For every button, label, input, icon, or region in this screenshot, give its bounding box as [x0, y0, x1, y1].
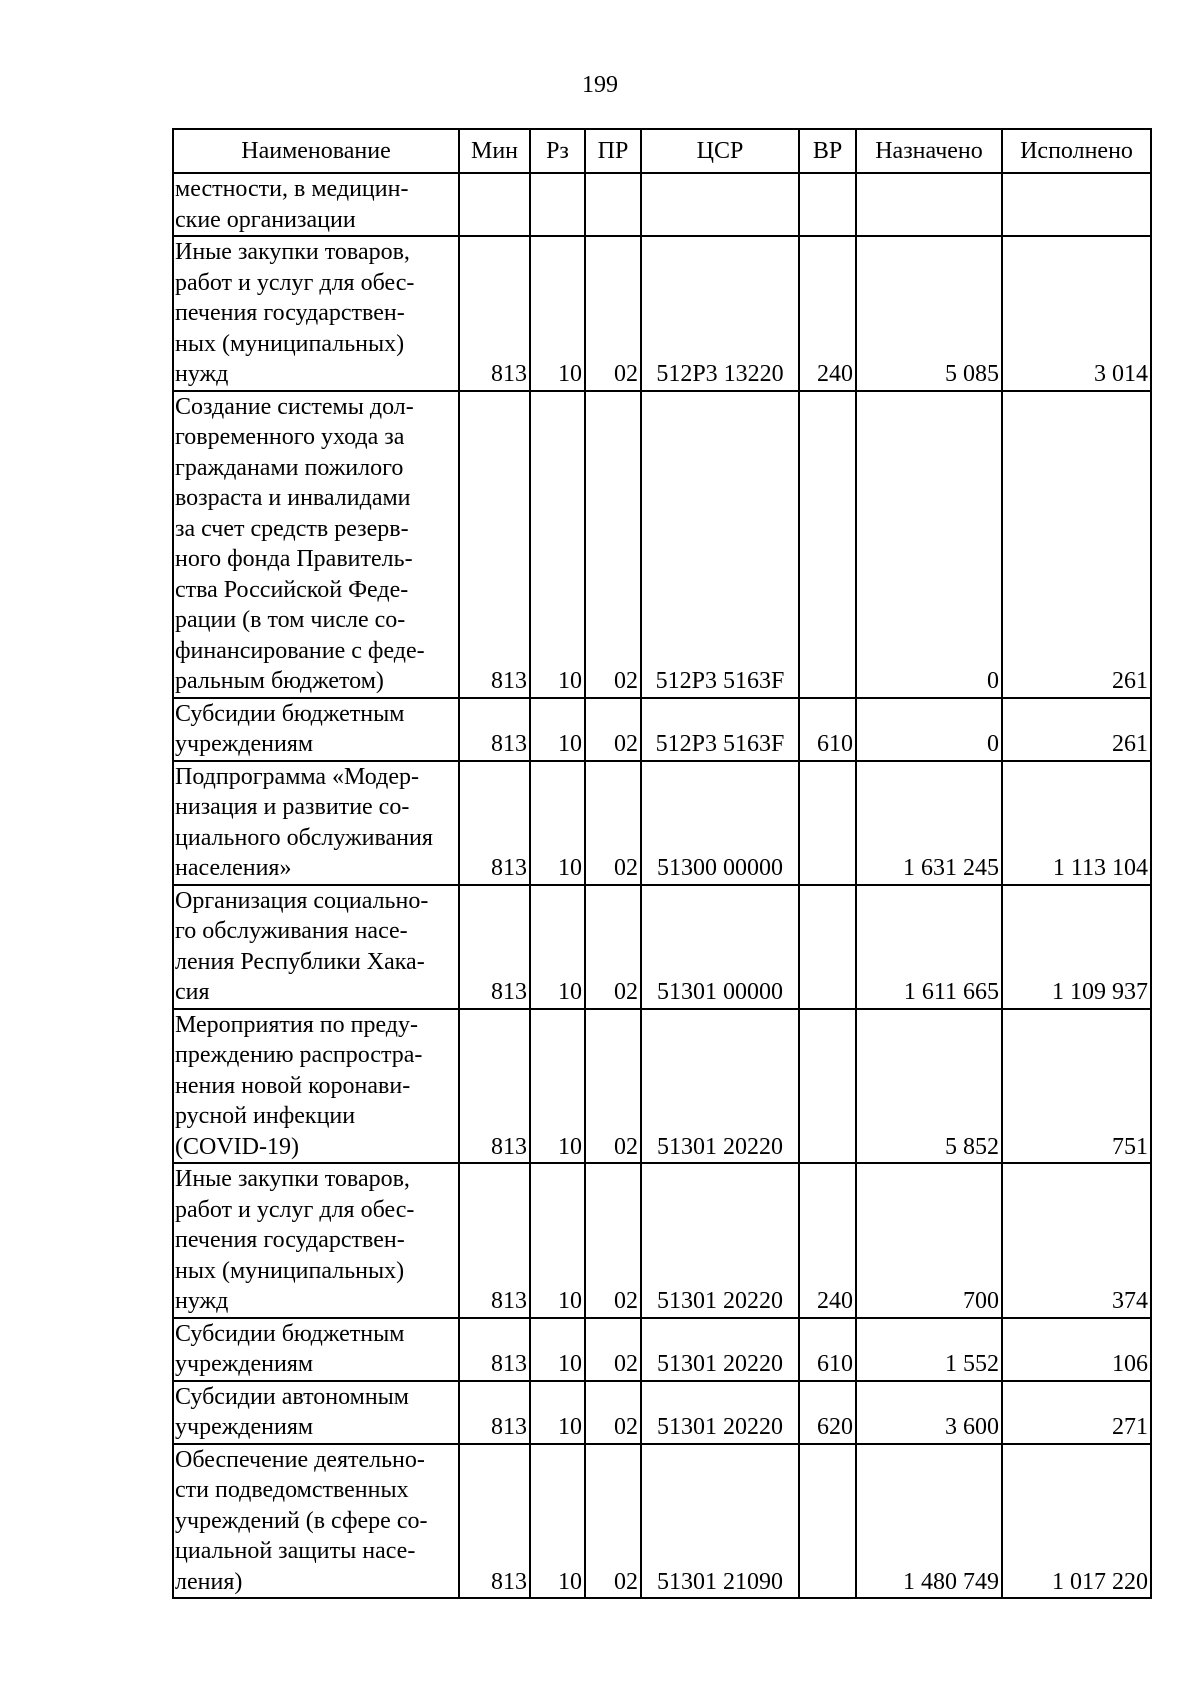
name-line: местности, в медицин- — [175, 176, 409, 202]
cell-rz: 10 — [530, 1381, 585, 1444]
cell-vr — [799, 885, 856, 1009]
cell-csr: 51301 20220 — [641, 1318, 799, 1381]
name-line: учреждений (в сфере со- — [175, 1507, 428, 1534]
name-line: Субсидии автономным — [175, 1383, 409, 1410]
page-number: 199 — [582, 72, 618, 98]
cell-pr: 02 — [585, 391, 641, 698]
cell-assigned: 5 085 — [856, 236, 1002, 391]
name-line: низация и развитие со- — [175, 794, 410, 820]
name-line: рации (в том числе со- — [175, 607, 406, 633]
cell-min: 813 — [459, 1163, 530, 1318]
name-line: Создание системы дол- — [175, 393, 414, 420]
cell-assigned: 1 611 665 — [856, 885, 1002, 1009]
name-line: нужд — [175, 361, 229, 387]
cell-min: 813 — [459, 1318, 530, 1381]
cell-name — [173, 1163, 459, 1318]
cell-executed: 3 014 — [1002, 236, 1151, 391]
cell-rz: 10 — [530, 1009, 585, 1164]
cell-vr — [799, 173, 856, 236]
cell-rz: 10 — [530, 1163, 585, 1318]
table-row — [173, 236, 1151, 391]
cell-rz: 10 — [530, 1444, 585, 1599]
cell-min: 813 — [459, 1381, 530, 1444]
cell-executed: 261 — [1002, 391, 1151, 698]
cell-csr: 51301 20220 — [641, 1009, 799, 1164]
name-line: ральным бюджетом) — [175, 668, 384, 694]
cell-assigned: 700 — [856, 1163, 1002, 1318]
name-line: (COVID-19) — [175, 1133, 299, 1160]
cell-assigned — [856, 173, 1002, 236]
table-row — [173, 391, 1151, 698]
cell-vr — [799, 761, 856, 885]
cell-csr: 512P3 13220 — [641, 236, 799, 391]
cell-assigned: 5 852 — [856, 1009, 1002, 1164]
name-line: нения новой коронави- — [175, 1072, 411, 1099]
cell-min: 813 — [459, 698, 530, 761]
name-line: Мероприятия по преду- — [175, 1011, 418, 1038]
cell-vr — [799, 1444, 856, 1599]
cell-rz — [530, 173, 585, 236]
cell-csr: 51301 00000 — [641, 885, 799, 1009]
header-min: Мин — [459, 129, 530, 173]
table-body — [173, 173, 1151, 1598]
table-row — [173, 1444, 1151, 1599]
cell-rz: 10 — [530, 761, 585, 885]
name-line: Организация социально- — [175, 887, 429, 914]
cell-assigned: 1 552 — [856, 1318, 1002, 1381]
name-line: сия — [175, 979, 210, 1005]
name-line: циального обслуживания — [175, 824, 433, 851]
name-line: работ и услуг для обес- — [175, 269, 415, 296]
cell-name — [173, 236, 459, 391]
table-row — [173, 1009, 1151, 1164]
table-row — [173, 761, 1151, 885]
cell-csr — [641, 173, 799, 236]
name-line: Субсидии бюджетным — [175, 1320, 405, 1347]
name-line: нужд — [175, 1288, 229, 1314]
table-row — [173, 1381, 1151, 1444]
cell-executed — [1002, 173, 1151, 236]
name-line: финансирование с феде- — [175, 637, 425, 664]
cell-min: 813 — [459, 236, 530, 391]
cell-min: 813 — [459, 391, 530, 698]
name-line: ские организации — [175, 206, 356, 233]
name-line: преждению распростра- — [175, 1042, 423, 1068]
table-row — [173, 885, 1151, 1009]
cell-csr: 51301 21090 — [641, 1444, 799, 1599]
cell-vr — [799, 1009, 856, 1164]
cell-csr: 512P3 5163F — [641, 698, 799, 761]
cell-pr: 02 — [585, 761, 641, 885]
cell-assigned: 3 600 — [856, 1381, 1002, 1444]
cell-name — [173, 698, 459, 761]
cell-pr: 02 — [585, 1444, 641, 1599]
name-line: за счет средств резерв- — [175, 515, 409, 542]
budget-table — [172, 128, 1152, 1599]
name-line: циальной защиты насе- — [175, 1538, 416, 1564]
cell-executed: 751 — [1002, 1009, 1151, 1164]
cell-min: 813 — [459, 885, 530, 1009]
table-row — [173, 1318, 1151, 1381]
cell-vr: 240 — [799, 236, 856, 391]
header-csr: ЦСР — [641, 129, 799, 173]
cell-pr: 02 — [585, 236, 641, 391]
name-line: Иные закупки товаров, — [175, 1166, 410, 1192]
name-line: учреждениям — [175, 731, 314, 757]
cell-min — [459, 173, 530, 236]
cell-rz: 10 — [530, 236, 585, 391]
cell-vr — [799, 391, 856, 698]
cell-pr: 02 — [585, 1009, 641, 1164]
cell-assigned: 0 — [856, 698, 1002, 761]
name-line: ления) — [175, 1568, 243, 1595]
cell-name — [173, 761, 459, 885]
cell-rz: 10 — [530, 698, 585, 761]
cell-name — [173, 885, 459, 1009]
cell-executed: 1 109 937 — [1002, 885, 1151, 1009]
cell-min: 813 — [459, 761, 530, 885]
cell-min: 813 — [459, 1009, 530, 1164]
header-vr: ВР — [799, 129, 856, 173]
cell-vr: 240 — [799, 1163, 856, 1318]
cell-executed: 374 — [1002, 1163, 1151, 1318]
name-line: гражданами пожилого — [175, 454, 404, 481]
name-line: Иные закупки товаров, — [175, 239, 410, 265]
name-line: работ и услуг для обес- — [175, 1196, 415, 1223]
header-name: Наименование — [173, 129, 459, 173]
cell-executed: 261 — [1002, 698, 1151, 761]
name-line: учреждениям — [175, 1414, 314, 1440]
cell-vr: 620 — [799, 1381, 856, 1444]
table-row — [173, 698, 1151, 761]
name-line: населения» — [175, 855, 292, 881]
cell-pr: 02 — [585, 1163, 641, 1318]
name-line: Подпрограмма «Модер- — [175, 763, 419, 790]
cell-pr: 02 — [585, 698, 641, 761]
cell-executed: 106 — [1002, 1318, 1151, 1381]
cell-rz: 10 — [530, 391, 585, 698]
name-line: ного фонда Правитель- — [175, 546, 413, 572]
name-line: го обслуживания насе- — [175, 918, 408, 944]
cell-rz: 10 — [530, 1318, 585, 1381]
table-row — [173, 173, 1151, 236]
name-line: ления Республики Хака- — [175, 948, 425, 975]
name-line: Субсидии бюджетным — [175, 700, 405, 727]
cell-name — [173, 1444, 459, 1599]
cell-pr — [585, 173, 641, 236]
cell-vr: 610 — [799, 698, 856, 761]
cell-min: 813 — [459, 1444, 530, 1599]
cell-assigned: 0 — [856, 391, 1002, 698]
name-line: Обеспечение деятельно- — [175, 1446, 425, 1473]
header-assigned: Назначено — [856, 129, 1002, 173]
cell-csr: 51300 00000 — [641, 761, 799, 885]
cell-name — [173, 1381, 459, 1444]
table-header-row — [173, 129, 1151, 173]
header-pr: ПР — [585, 129, 641, 173]
cell-name — [173, 1009, 459, 1164]
cell-rz: 10 — [530, 885, 585, 1009]
cell-name — [173, 173, 459, 236]
name-line: возраста и инвалидами — [175, 485, 411, 511]
header-rz: Рз — [530, 129, 585, 173]
name-line: сти подведомственных — [175, 1477, 409, 1503]
cell-name — [173, 1318, 459, 1381]
name-line: русной инфекции — [175, 1103, 356, 1129]
cell-pr: 02 — [585, 1381, 641, 1444]
cell-pr: 02 — [585, 1318, 641, 1381]
name-line: ства Российской Феде- — [175, 576, 409, 603]
cell-csr: 51301 20220 — [641, 1163, 799, 1318]
cell-assigned: 1 480 749 — [856, 1444, 1002, 1599]
name-line: ных (муниципальных) — [175, 1257, 405, 1284]
header-executed: Исполнено — [1002, 129, 1151, 173]
name-line: учреждениям — [175, 1351, 314, 1377]
cell-executed: 1 113 104 — [1002, 761, 1151, 885]
cell-executed: 1 017 220 — [1002, 1444, 1151, 1599]
cell-csr: 512P3 5163F — [641, 391, 799, 698]
name-line: говременного ухода за — [175, 424, 405, 450]
cell-vr: 610 — [799, 1318, 856, 1381]
cell-assigned: 1 631 245 — [856, 761, 1002, 885]
name-line: печения государствен- — [175, 300, 405, 326]
name-line: печения государствен- — [175, 1227, 405, 1253]
cell-csr: 51301 20220 — [641, 1381, 799, 1444]
cell-executed: 271 — [1002, 1381, 1151, 1444]
table-row — [173, 1163, 1151, 1318]
name-line: ных (муниципальных) — [175, 330, 405, 357]
cell-pr: 02 — [585, 885, 641, 1009]
cell-name — [173, 391, 459, 698]
